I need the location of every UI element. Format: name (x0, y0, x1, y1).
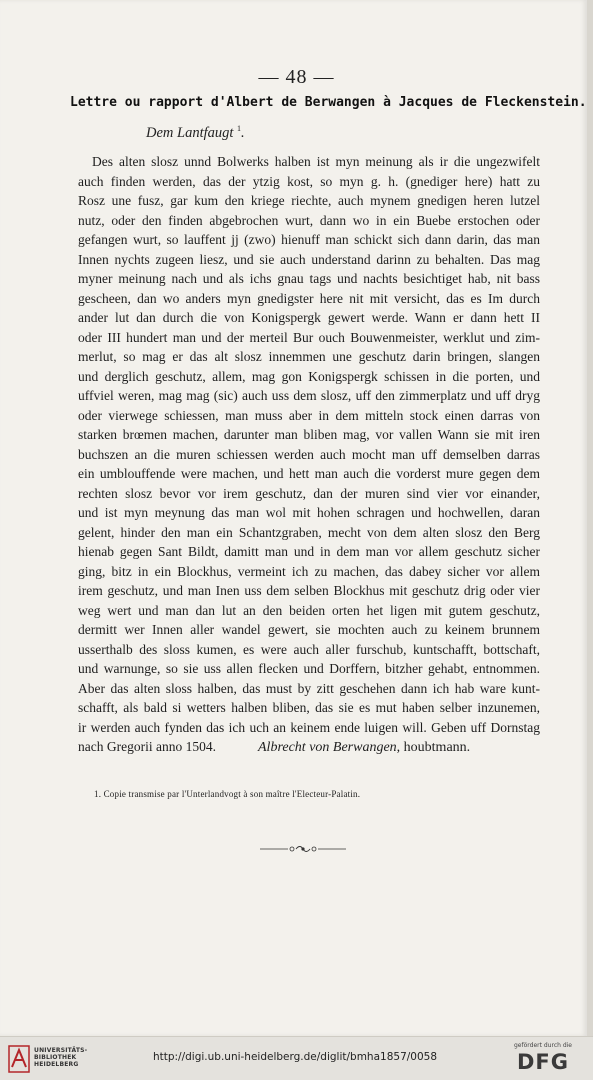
library-name-line: UNIVERSITÄTS- (34, 1047, 88, 1054)
body-line: usserthalb des sloss kumen, es were auch aller furschub, kuntschafft, bottschaft, (78, 641, 540, 657)
body-line: dermitt wer Innen aller wandel gewert, sie mochten auch zu keinem brunnem (78, 622, 540, 637)
body-line: oder III hundert man und der merteil Bur ouch Bouwenmeister, werklut und zim- (78, 329, 540, 345)
body-line: Rosz une fusz, gar kum den kriege riechte, auch mynem gnedigen heren lutzel (78, 193, 540, 208)
dfg-funding[interactable] (503, 1042, 583, 1074)
body-line: gescheen, dan wo anders myn gnedigster here nit mit versicht, das es Im durch (78, 290, 540, 306)
body-line: oder vierwege schiessen, man muss aber in dem mitteln stock einen darras von (78, 407, 540, 423)
body-line: nutz, oder den finden abgebrochen wurt, dann wo in ein Buebe erstochen oder (78, 212, 540, 228)
dedication-end: . (241, 124, 245, 141)
signature-name: Albrecht von Berwangen (258, 740, 397, 755)
body-line: ging, bitz in ein Blockhus, vermeint ich zu machen, das dabey sicher vor allem (78, 563, 540, 579)
signature (258, 740, 470, 756)
body-line: gefangen wurt, so lauffent jj (zwo) hienuff man schickt sich dann darin, das man (78, 232, 540, 247)
dedication (146, 124, 245, 142)
body-line: Innen nychts zugeen liesz, und sie auch understand darinn zu behalten. Das mag (78, 251, 540, 267)
letter-title: Lettre ou rapport d'Albert de Berwangen à Jacques de Fleckenstein. (70, 95, 587, 110)
body-line: gelent, hinder den man ein Schantzgraben, mecht von dem alten slosz den Berg (78, 524, 540, 540)
body-line: hienab gegen Sant Bildt, damitt man und in dem man vor allem geschutz sicher (78, 544, 540, 559)
body-line: und warnunge, so sie uss allen flecken und Dorffern, bitzher gehabt, entnommen. (78, 661, 540, 676)
body-line: ein umblouffende were machen, und hett man auch die vorderst mure gegen dem (78, 466, 540, 481)
body-line: nach Gregorii anno 1504. (78, 739, 216, 754)
library-name-line: HEIDELBERG (34, 1061, 79, 1068)
body-line: und derglich geschutz, allem, mag gon Konigspergk schissen in die porten, und (78, 368, 540, 384)
body-line: Aber das alten sloss halben, das must by zitt geschehen dann ich hab ware kunt- (78, 680, 540, 696)
body-line: und ist myn meynung das man wol mit hohen schragen und hochwellen, daran (78, 505, 540, 520)
body-line: buchszen an die muren schiessen werden auch mocht man uff demselben darras (78, 446, 540, 462)
dfg-logo: DFG (516, 1050, 569, 1074)
funded-label: gefördert durch die (514, 1042, 572, 1049)
library-name[interactable] (34, 1047, 87, 1068)
letter-body (78, 152, 540, 757)
viewer-footer (0, 1036, 593, 1080)
body-line: auch finden werden, das der ytzig kost, so myn g. h. (gnediger here) hatt zu (78, 173, 540, 189)
permalink-url[interactable]: http://digi.ub.uni-heidelberg.de/diglit/bmha1857/0058 (152, 1051, 438, 1063)
library-name-line: BIBLIOTHEK (34, 1054, 77, 1061)
page-number: — 48 — (258, 66, 335, 88)
body-line: rechten slosz bevor vor irem geschutz, dan der muren sind vier vor einander, (78, 485, 540, 501)
body-line: myner meinung nach und als ichs gnau tags und nachts besichtiget hab, nit bass (78, 271, 540, 286)
body-line: uffviel weren, mag mag (sic) auch uss dem slosz, uff den zimmerplatz und uff dryg (78, 388, 540, 403)
signature-title: , houbtmann. (396, 740, 471, 755)
footnote-mark: 1 (237, 124, 242, 133)
footnote: 1. Copie transmise par l'Unterlandvogt à son maître l'Electeur-Palatin. (94, 789, 361, 799)
dedication-text: Dem Lantfaugt (146, 124, 234, 141)
body-line: ir werden auch fynden das ich uch an keinem ende luigen will. Geben uff Dornstag (78, 719, 540, 735)
body-line: starken brœmen machen, darunter man bliben mag, vor vallen Wann sie mit iren (78, 427, 540, 442)
body-line: irem geschutz, und man Inen uss dem selben Blockhus mit geschutz drig oder vier (78, 583, 540, 598)
body-line: schafft, als bald si wetters halben bliben, das sie es mut haben selber inzunemen, (78, 700, 540, 715)
body-line: Des alten slosz unnd Bolwerks halben ist myn meinung als ir die ungezwifelt (92, 154, 540, 169)
body-line: merlut, so mag er das alt slosz innemmen une geschutz darin bringen, slangen (78, 349, 540, 364)
body-line: weg wert und man dan lut an den beiden orten het ligen mit gutem geschutz, (78, 602, 540, 618)
ornament-divider-icon (258, 843, 348, 855)
body-line: ander lut dan durch die von Konigspergk gewert werde. Wann er dann hett II (78, 310, 540, 325)
university-library-logo-icon[interactable] (8, 1045, 30, 1073)
